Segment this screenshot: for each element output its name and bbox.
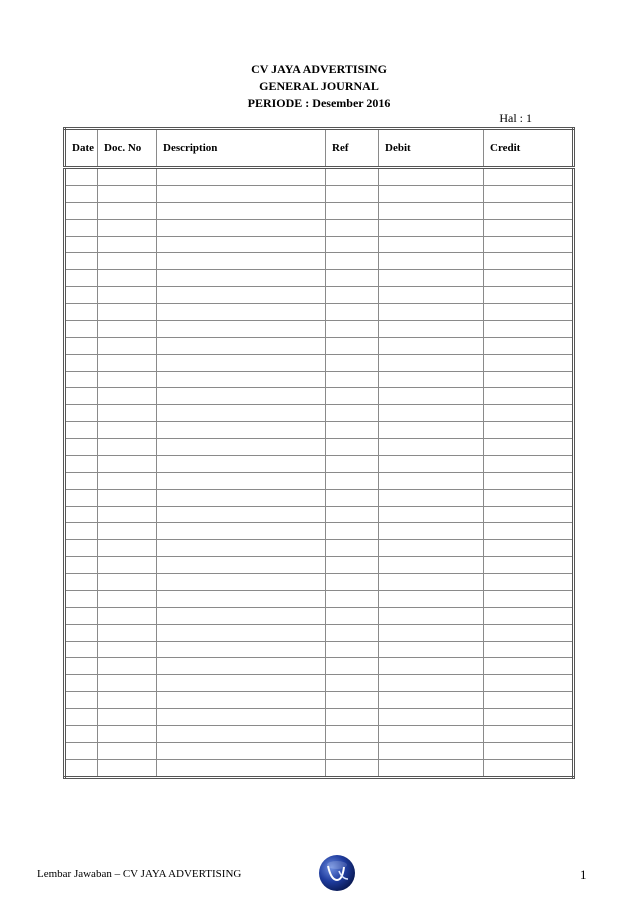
- table-cell: [98, 725, 157, 742]
- table-cell: [379, 574, 484, 591]
- table-row: [65, 371, 574, 388]
- table-cell: [326, 354, 379, 371]
- table-cell: [157, 439, 326, 456]
- table-cell: [379, 287, 484, 304]
- table-cell: [379, 304, 484, 321]
- table-cell: [484, 185, 574, 202]
- company-name: CV JAYA ADVERTISING: [251, 62, 387, 76]
- table-cell: [379, 472, 484, 489]
- column-header-description: Description: [157, 129, 326, 168]
- table-cell: [484, 759, 574, 777]
- table-row: [65, 405, 574, 422]
- table-cell: [98, 675, 157, 692]
- table-cell: [326, 287, 379, 304]
- table-cell: [157, 675, 326, 692]
- table-cell: [98, 371, 157, 388]
- table-cell: [157, 523, 326, 540]
- table-cell: [379, 422, 484, 439]
- table-cell: [157, 219, 326, 236]
- table-cell: [484, 354, 574, 371]
- table-row: [65, 759, 574, 777]
- table-cell: [98, 439, 157, 456]
- table-cell: [326, 725, 379, 742]
- table-cell: [157, 455, 326, 472]
- table-cell: [484, 253, 574, 270]
- table-cell: [65, 607, 98, 624]
- table-row: [65, 709, 574, 726]
- table-cell: [379, 759, 484, 777]
- table-cell: [484, 371, 574, 388]
- table-cell: [379, 641, 484, 658]
- table-cell: [326, 337, 379, 354]
- table-cell: [484, 439, 574, 456]
- table-cell: [379, 557, 484, 574]
- table-row: [65, 219, 574, 236]
- table-cell: [326, 675, 379, 692]
- table-row: [65, 641, 574, 658]
- table-cell: [484, 692, 574, 709]
- table-cell: [98, 574, 157, 591]
- table-cell: [98, 168, 157, 186]
- table-cell: [65, 185, 98, 202]
- table-cell: [65, 236, 98, 253]
- table-cell: [65, 557, 98, 574]
- table-cell: [484, 304, 574, 321]
- table-cell: [98, 742, 157, 759]
- table-row: [65, 354, 574, 371]
- table-cell: [98, 455, 157, 472]
- table-cell: [65, 624, 98, 641]
- table-cell: [98, 506, 157, 523]
- document-header: [0, 61, 638, 112]
- table-cell: [65, 168, 98, 186]
- table-cell: [157, 337, 326, 354]
- page-indicator: Hal : 1: [499, 111, 532, 125]
- column-header-debit: Debit: [379, 129, 484, 168]
- table-cell: [98, 219, 157, 236]
- company-logo-icon: [317, 853, 357, 893]
- table-cell: [65, 270, 98, 287]
- table-cell: [98, 304, 157, 321]
- table-cell: [326, 742, 379, 759]
- table-cell: [326, 168, 379, 186]
- table-cell: [484, 219, 574, 236]
- table-cell: [157, 607, 326, 624]
- table-cell: [65, 489, 98, 506]
- table-cell: [484, 523, 574, 540]
- column-header-credit: Credit: [484, 129, 574, 168]
- table-cell: [326, 557, 379, 574]
- table-cell: [157, 540, 326, 557]
- table-cell: [484, 168, 574, 186]
- table-cell: [326, 523, 379, 540]
- table-cell: [326, 405, 379, 422]
- table-cell: [98, 557, 157, 574]
- table-row: [65, 675, 574, 692]
- table-row: [65, 574, 574, 591]
- table-cell: [484, 320, 574, 337]
- table-cell: [98, 388, 157, 405]
- table-row: [65, 540, 574, 557]
- table-cell: [65, 540, 98, 557]
- table-cell: [326, 304, 379, 321]
- table-row: [65, 439, 574, 456]
- table-row: [65, 692, 574, 709]
- table-cell: [65, 472, 98, 489]
- table-cell: [65, 320, 98, 337]
- table-cell: [484, 472, 574, 489]
- table-cell: [484, 236, 574, 253]
- table-cell: [65, 287, 98, 304]
- table-cell: [379, 675, 484, 692]
- table-cell: [65, 709, 98, 726]
- table-cell: [326, 692, 379, 709]
- table-cell: [326, 574, 379, 591]
- table-cell: [326, 624, 379, 641]
- table-cell: [484, 624, 574, 641]
- table-row: [65, 287, 574, 304]
- table-cell: [98, 709, 157, 726]
- period-label: PERIODE : Desember 2016: [247, 96, 391, 110]
- table-cell: [157, 185, 326, 202]
- table-cell: [98, 185, 157, 202]
- table-cell: [484, 455, 574, 472]
- table-cell: [65, 405, 98, 422]
- table-cell: [98, 489, 157, 506]
- column-header-date: Date: [65, 129, 98, 168]
- table-cell: [65, 455, 98, 472]
- table-cell: [65, 388, 98, 405]
- table-cell: [484, 287, 574, 304]
- table-cell: [484, 658, 574, 675]
- table-cell: [65, 506, 98, 523]
- table-row: [65, 202, 574, 219]
- table-cell: [65, 354, 98, 371]
- table-cell: [98, 405, 157, 422]
- table-cell: [65, 304, 98, 321]
- table-row: [65, 590, 574, 607]
- table-cell: [65, 439, 98, 456]
- table-cell: [379, 607, 484, 624]
- table-cell: [98, 236, 157, 253]
- table-row: [65, 489, 574, 506]
- table-cell: [65, 675, 98, 692]
- table-cell: [157, 202, 326, 219]
- table-cell: [326, 219, 379, 236]
- table-cell: [484, 675, 574, 692]
- table-cell: [326, 320, 379, 337]
- table-cell: [157, 557, 326, 574]
- table-cell: [157, 506, 326, 523]
- table-row: [65, 388, 574, 405]
- table-cell: [98, 641, 157, 658]
- table-cell: [65, 725, 98, 742]
- table-cell: [326, 489, 379, 506]
- table-header-row: [65, 129, 574, 168]
- table-cell: [98, 692, 157, 709]
- table-cell: [379, 185, 484, 202]
- table-cell: [157, 304, 326, 321]
- table-cell: [65, 641, 98, 658]
- table-cell: [484, 506, 574, 523]
- table-cell: [326, 439, 379, 456]
- table-cell: [484, 270, 574, 287]
- document-title: GENERAL JOURNAL: [259, 79, 379, 93]
- table-row: [65, 455, 574, 472]
- table-cell: [157, 641, 326, 658]
- table-cell: [157, 270, 326, 287]
- table-cell: [379, 658, 484, 675]
- table-cell: [98, 759, 157, 777]
- table-cell: [326, 236, 379, 253]
- table-cell: [379, 202, 484, 219]
- table-cell: [157, 405, 326, 422]
- table-cell: [379, 624, 484, 641]
- table-cell: [157, 709, 326, 726]
- table-row: [65, 422, 574, 439]
- table-cell: [65, 371, 98, 388]
- table-cell: [157, 354, 326, 371]
- table-cell: [379, 270, 484, 287]
- table-cell: [484, 725, 574, 742]
- table-cell: [98, 658, 157, 675]
- table-cell: [484, 590, 574, 607]
- table-cell: [379, 236, 484, 253]
- table-cell: [98, 624, 157, 641]
- table-cell: [326, 185, 379, 202]
- table-cell: [484, 607, 574, 624]
- table-cell: [326, 371, 379, 388]
- table-row: [65, 506, 574, 523]
- table-cell: [326, 590, 379, 607]
- table-cell: [379, 725, 484, 742]
- table-cell: [157, 388, 326, 405]
- table-cell: [484, 574, 574, 591]
- table-cell: [65, 202, 98, 219]
- table-cell: [326, 658, 379, 675]
- table-cell: [98, 472, 157, 489]
- table-cell: [157, 574, 326, 591]
- column-header-doc-no: Doc. No: [98, 129, 157, 168]
- table-cell: [65, 523, 98, 540]
- table-cell: [98, 270, 157, 287]
- table-cell: [65, 219, 98, 236]
- table-cell: [484, 422, 574, 439]
- table-cell: [326, 253, 379, 270]
- table-row: [65, 658, 574, 675]
- table-cell: [157, 236, 326, 253]
- table-cell: [484, 489, 574, 506]
- table-cell: [157, 320, 326, 337]
- table-cell: [157, 472, 326, 489]
- table-cell: [484, 709, 574, 726]
- table-cell: [326, 759, 379, 777]
- table-cell: [65, 253, 98, 270]
- table-cell: [326, 641, 379, 658]
- table-cell: [379, 455, 484, 472]
- table-cell: [379, 371, 484, 388]
- table-cell: [379, 219, 484, 236]
- table-cell: [484, 337, 574, 354]
- table-cell: [157, 624, 326, 641]
- table-cell: [379, 405, 484, 422]
- table-cell: [484, 742, 574, 759]
- journal-table: [63, 127, 575, 779]
- table-cell: [157, 725, 326, 742]
- table-cell: [484, 557, 574, 574]
- table-cell: [379, 354, 484, 371]
- table-cell: [98, 523, 157, 540]
- column-header-ref: Ref: [326, 129, 379, 168]
- footer-text: Lembar Jawaban – CV JAYA ADVERTISING: [37, 868, 242, 880]
- table-cell: [484, 388, 574, 405]
- table-cell: [379, 388, 484, 405]
- table-row: [65, 304, 574, 321]
- table-cell: [326, 709, 379, 726]
- table-cell: [379, 320, 484, 337]
- table-cell: [98, 607, 157, 624]
- table-cell: [379, 489, 484, 506]
- table-row: [65, 236, 574, 253]
- table-cell: [379, 709, 484, 726]
- table-row: [65, 320, 574, 337]
- table-cell: [157, 287, 326, 304]
- table-cell: [157, 759, 326, 777]
- table-cell: [326, 422, 379, 439]
- table-cell: [379, 168, 484, 186]
- table-cell: [157, 489, 326, 506]
- table-row: [65, 337, 574, 354]
- table-cell: [157, 371, 326, 388]
- table-row: [65, 472, 574, 489]
- table-cell: [65, 692, 98, 709]
- table-cell: [379, 540, 484, 557]
- table-cell: [379, 590, 484, 607]
- table-cell: [326, 607, 379, 624]
- table-cell: [326, 202, 379, 219]
- table-cell: [98, 590, 157, 607]
- table-cell: [98, 540, 157, 557]
- table-row: [65, 607, 574, 624]
- table-cell: [379, 523, 484, 540]
- table-cell: [326, 540, 379, 557]
- table-cell: [98, 253, 157, 270]
- table-cell: [484, 540, 574, 557]
- table-cell: [484, 202, 574, 219]
- table-row: [65, 624, 574, 641]
- table-cell: [65, 658, 98, 675]
- table-cell: [65, 742, 98, 759]
- table-cell: [98, 287, 157, 304]
- table-cell: [379, 253, 484, 270]
- table-cell: [379, 742, 484, 759]
- footer-page-number: 1: [580, 867, 587, 882]
- table-cell: [65, 759, 98, 777]
- table-cell: [157, 742, 326, 759]
- table-row: [65, 725, 574, 742]
- table-cell: [326, 455, 379, 472]
- table-row: [65, 742, 574, 759]
- table-cell: [326, 506, 379, 523]
- table-cell: [65, 574, 98, 591]
- table-cell: [379, 439, 484, 456]
- table-cell: [65, 337, 98, 354]
- table-cell: [326, 388, 379, 405]
- table-row: [65, 168, 574, 186]
- table-row: [65, 557, 574, 574]
- table-cell: [98, 320, 157, 337]
- table-row: [65, 253, 574, 270]
- table-cell: [157, 422, 326, 439]
- table-cell: [157, 168, 326, 186]
- table-cell: [98, 354, 157, 371]
- table-row: [65, 185, 574, 202]
- table-cell: [326, 472, 379, 489]
- table-cell: [157, 692, 326, 709]
- table-cell: [326, 270, 379, 287]
- table-cell: [484, 405, 574, 422]
- table-cell: [98, 337, 157, 354]
- table-row: [65, 270, 574, 287]
- journal-body: [65, 168, 574, 778]
- table-cell: [157, 253, 326, 270]
- table-cell: [65, 590, 98, 607]
- table-cell: [379, 692, 484, 709]
- table-cell: [98, 202, 157, 219]
- table-row: [65, 523, 574, 540]
- table-cell: [379, 506, 484, 523]
- table-cell: [157, 590, 326, 607]
- table-cell: [98, 422, 157, 439]
- table-cell: [157, 658, 326, 675]
- table-cell: [484, 641, 574, 658]
- table-cell: [65, 422, 98, 439]
- table-cell: [379, 337, 484, 354]
